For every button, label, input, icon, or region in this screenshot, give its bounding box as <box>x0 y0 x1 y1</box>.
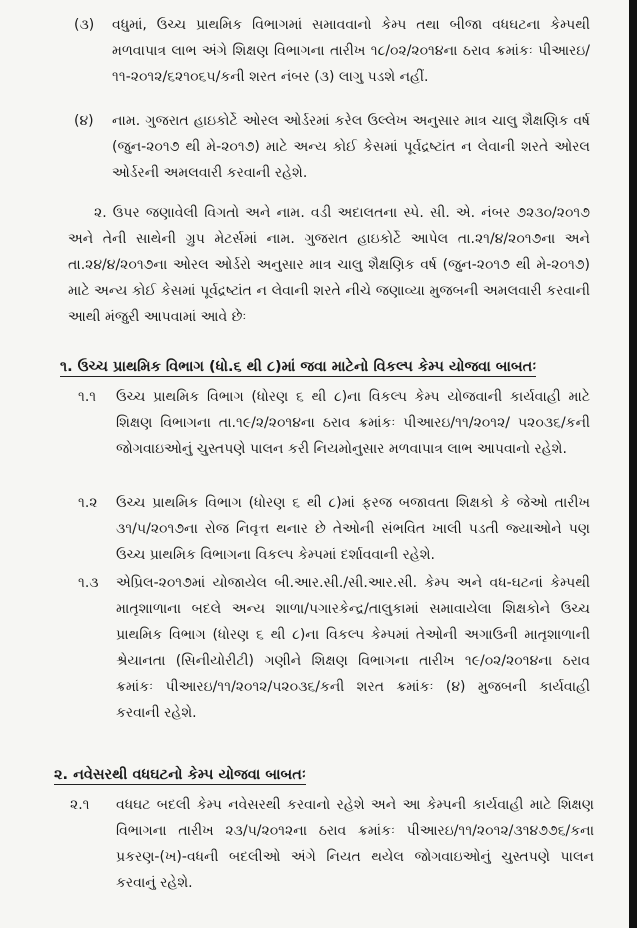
item-1-2-text: ઉચ્ચ પ્રાથમિક વિભાગ (ધોરણ ૬ થી ૮)માં ફરજ બજાવતા શિક્ષકો કે જેઓ તારીખ ૩૧/૫/૨૦૧૭ના રોજ નિવૃત્ત થનાર છે તેઓની સંભવિત ખાલી પડતી જ્યાઓને પણ ઉચ્ચ પ્રાથમિક વિભાગના વિકલ્પ કેમ્પમાં દર્શાવવાની રહેશે. <box>116 495 590 563</box>
paragraph-item-4: નામ. ગુજરાત હાઇકોર્ટે ઓરલ ઓર્ડરમાં કરેલ ઉલ્લેખ અનુસાર માત્ર ચાલુ શૈક્ષણિક વર્ષ (જુન-૨૦૧૭ થી મે-૨૦૧૭) માટે અન્ય કોઈ કેસમાં પૂર્વદ્રષ્ટાંત ન લેવાની શરતે ઓરલ ઓર્ડરની અમલવારી કરવાની રહેશે. <box>112 113 590 181</box>
section-1-heading <box>60 354 600 380</box>
item-number: ૧.૧ <box>78 389 97 405</box>
item-2-1-text: વધઘટ બદલી કેમ્પ નવેસરથી કરવાનો રહેશે અને આ કેમ્પની કાર્યવાહી માટે શિક્ષણ વિભાગના તારીખ ૨૩/૫/૨૦૧૨ના ઠરાવ ક્રમાંકઃ પીઆરઇ/૧૧/૨૦૧૨/૩૧૪૭૭૬/કના પ્રકરણ-(ખ)-વધની બદલીઓ અંગે નિયત થયેલ જોગવાઇઓનું ચુસ્તપણે પાલન કરવાનું રહેશે. <box>116 797 594 891</box>
section-heading-text: ૨. નવેસરથી વધઘટનો કેમ્પ યોજવા બાબતઃ <box>54 767 306 783</box>
item-number: ૧.૩ <box>78 575 99 591</box>
item-number: ૨.૧ <box>70 797 90 813</box>
paragraph-item-3: વધુમાં, ઉચ્ચ પ્રાથમિક વિભાગમાં સમાવવાનો કેમ્પ તથા બીજા વધઘટના કેમ્પથી મળવાપાત્ર લાભ અંગે શિક્ષણ વિભાગના તારીખ ૧૮/૦૨/૨૦૧૪ના ઠરાવ ક્રમાંકઃ પીઆરઇ/૧૧-૨૦૧૨/૬૨૧૦૬૫/કની શરત નંબર (૩) લાગુ પડશે નહીં. <box>112 17 590 85</box>
item-marker: (૪) <box>74 113 94 129</box>
item-1-1-text: ઉચ્ચ પ્રાથમિક વિભાગ (ધોરણ ૬ થી ૮)ના વિકલ્પ કેમ્પ યોજવાની કાર્યવાહી માટે શિક્ષણ વિભાગના તા.૧૯/૨/૨૦૧૪ના ઠરાવ ક્રમાંકઃ પીઆરઇ/૧૧/૨૦૧૨/ ૫૨૦૩૬/કની જોગવાઇઓનું ચુસ્તપણે પાલન કરી નિયમોનુસાર મળવાપાત્ર લાભ આપવાનો રહેશે. <box>116 389 590 457</box>
item-1-3-text: એપ્રિલ-૨૦૧૭માં યોજાયેલ બી.આર.સી./સી.આર.સી. કેમ્પ અને વધ-ઘટનાં કેમ્પથી માતૃશાળાના બદલે અન્ય શાળા/પગારકેન્દ્ર/તાલુકામાં સમાવાયેલા શિક્ષકોને ઉચ્ચ પ્રાથમિક વિભાગ (ધોરણ ૬ થી ૮)ના વિકલ્પ કેમ્પમાં તેઓની અગાઉની માતૃશાળાની શ્રેયાનતા (સિનીયોરીટી) ગણીને શિક્ષણ વિભાગના તારીખ ૧૯/૦૨/૨૦૧૪ના ઠરાવ ક્રમાંકઃ પીઆરઇ/૧૧/૨૦૧૨/૫૨૦૩૬/કની શરત ક્રમાંકઃ (૪) મુજબની કાર્યવાહી કરવાની રહેશે. <box>116 575 590 721</box>
page-edge-shadow <box>629 0 637 928</box>
item-marker: (૩) <box>74 17 95 33</box>
section-2-heading <box>54 762 594 788</box>
section-heading-text: ૧. ઉચ્ચ પ્રાથમિક વિભાગ (ધો.૬ થી ૮)માં જવા માટેનો વિકલ્પ કેમ્પ યોજવા બાબતઃ <box>60 359 537 375</box>
item-number: ૧.૨ <box>78 495 98 511</box>
paragraph-2: ૨. ઉપર જણાવેલી વિગતો અને નામ. વડી અદાલતના સ્પે. સી. એ. નંબર ૭૨૩૦/૨૦૧૭ અને તેની સાથેની ગ્રુપ મેટર્સમાં નામ. ગુજરાત હાઇકોર્ટે આપેલ તા.૨૧/૪/૨૦૧૭ના અને તા.૨૪/૪/૨૦૧૭ના ઓરલ ઓર્ડરો અનુસાર માત્ર ચાલુ શૈક્ષણિક વર્ષ (જુન-૨૦૧૭ થી મે-૨૦૧૭) માટે અન્ય કોઈ કેસમાં પૂર્વદ્રષ્ટાંત ન લેવાની શરતે નીચે જણાવ્યા મુજબની અમલવારી કરવાની આથી મંજુરી આપવામાં આવે છેઃ <box>68 205 590 325</box>
